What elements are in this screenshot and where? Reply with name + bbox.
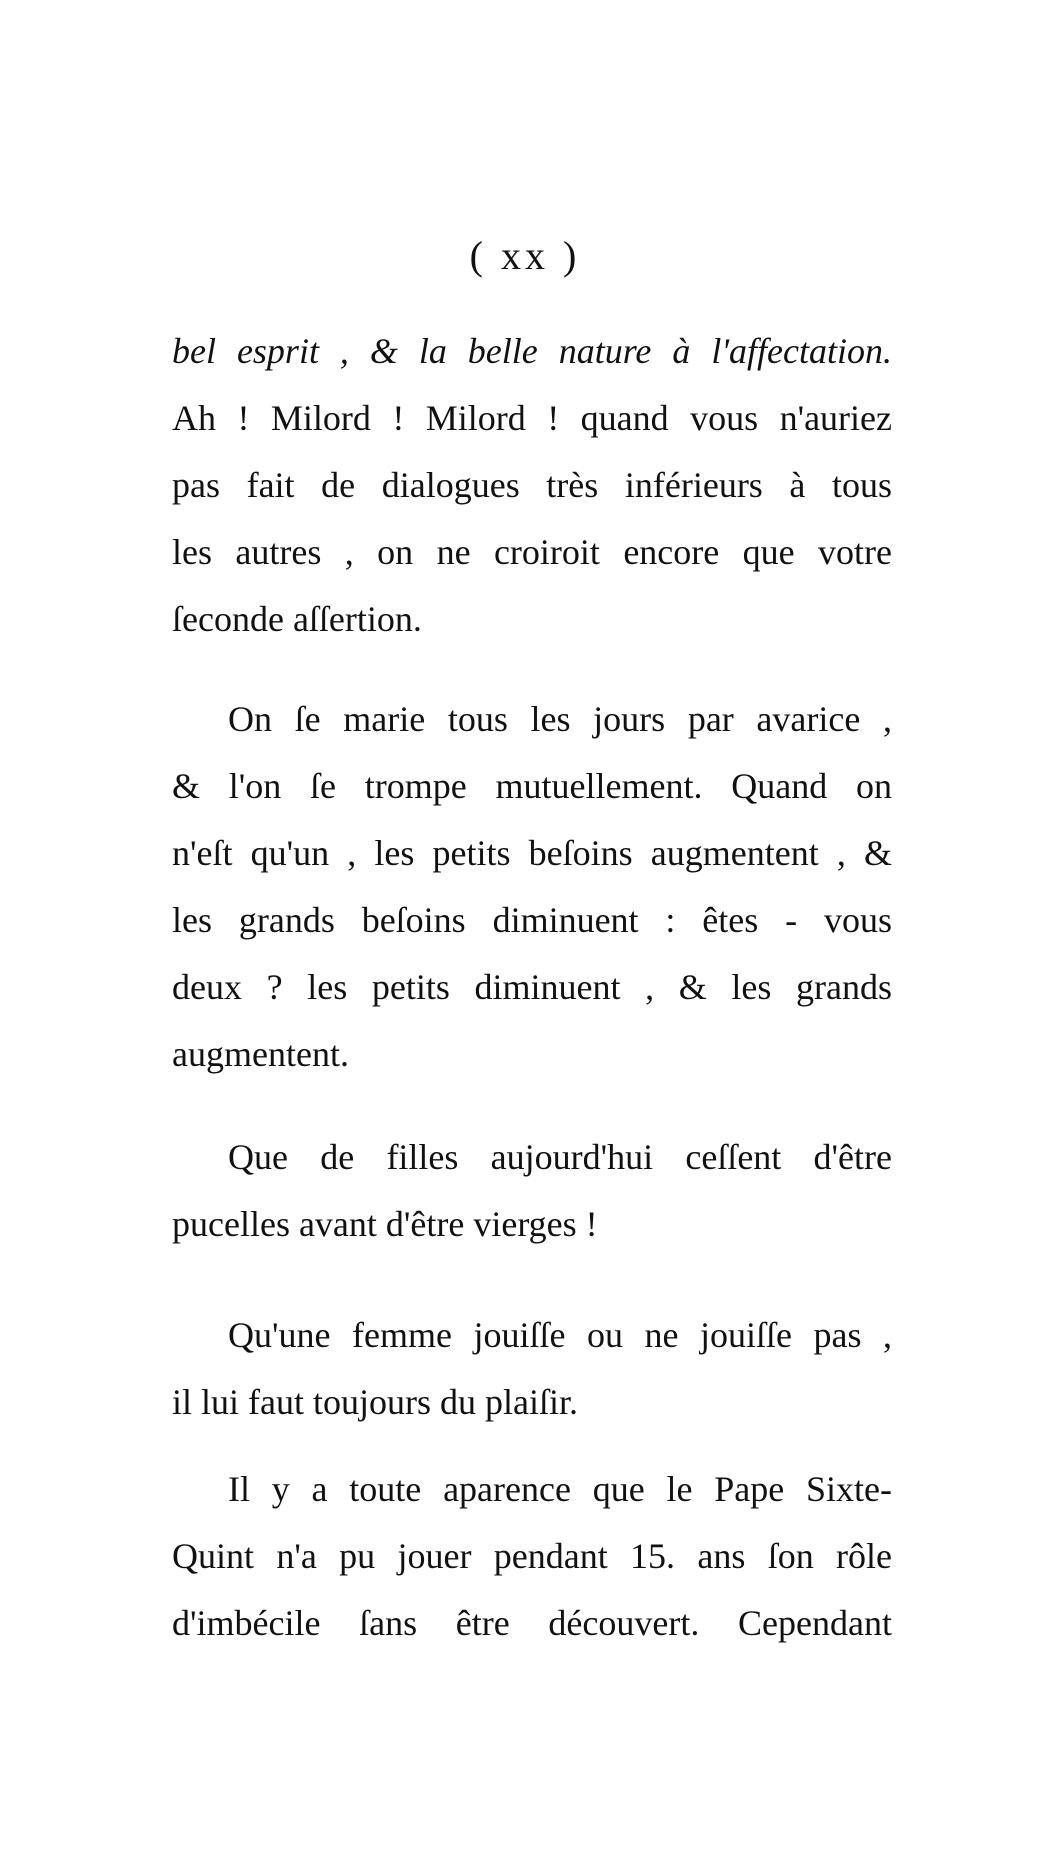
text-line: pucelles avant d'être vierges ! xyxy=(172,1204,598,1244)
text-line: il lui faut toujours du plaiſir. xyxy=(172,1382,578,1422)
text-line: les autres , on ne croiroit encore que votre xyxy=(172,532,892,572)
page-number: ( xx ) xyxy=(469,233,581,278)
text-line: Qu'une femme jouiſſe ou ne jouiſſe pas , xyxy=(228,1315,892,1355)
paragraph xyxy=(172,1302,892,1436)
text-line: n'eſt qu'un , les petits beſoins augmentent , & xyxy=(172,833,892,873)
text-line: pas fait de dialogues très inférieurs à tous xyxy=(172,465,892,505)
text-line: deux ? les petits diminuent , & les grands xyxy=(172,967,892,1007)
paragraph xyxy=(172,318,892,653)
text-line: d'imbécile ſans être découvert. Cependant xyxy=(172,1603,892,1643)
paragraph xyxy=(172,686,892,1088)
text-line: & l'on ſe trompe mutuellement. Quand on xyxy=(172,766,892,806)
text-line: les grands beſoins diminuent : êtes - vous xyxy=(172,900,892,940)
text-line: augmentent. xyxy=(172,1034,349,1074)
text-line: On ſe marie tous les jours par avarice , xyxy=(228,699,892,739)
text-line: ſeconde aſſertion. xyxy=(172,599,422,639)
paragraph xyxy=(172,1124,892,1258)
text-line: Que de filles aujourd'hui ceſſent d'être xyxy=(228,1137,892,1177)
text-line: Il y a toute aparence que le Pape Sixte- xyxy=(228,1469,892,1509)
text-line: bel esprit , & la belle nature à l'affectation. xyxy=(172,331,892,371)
text-line: Quint n'a pu jouer pendant 15. ans ſon rôle xyxy=(172,1536,892,1576)
paragraph xyxy=(172,1456,892,1657)
text-line: Ah ! Milord ! Milord ! quand vous n'auriez xyxy=(172,398,892,438)
